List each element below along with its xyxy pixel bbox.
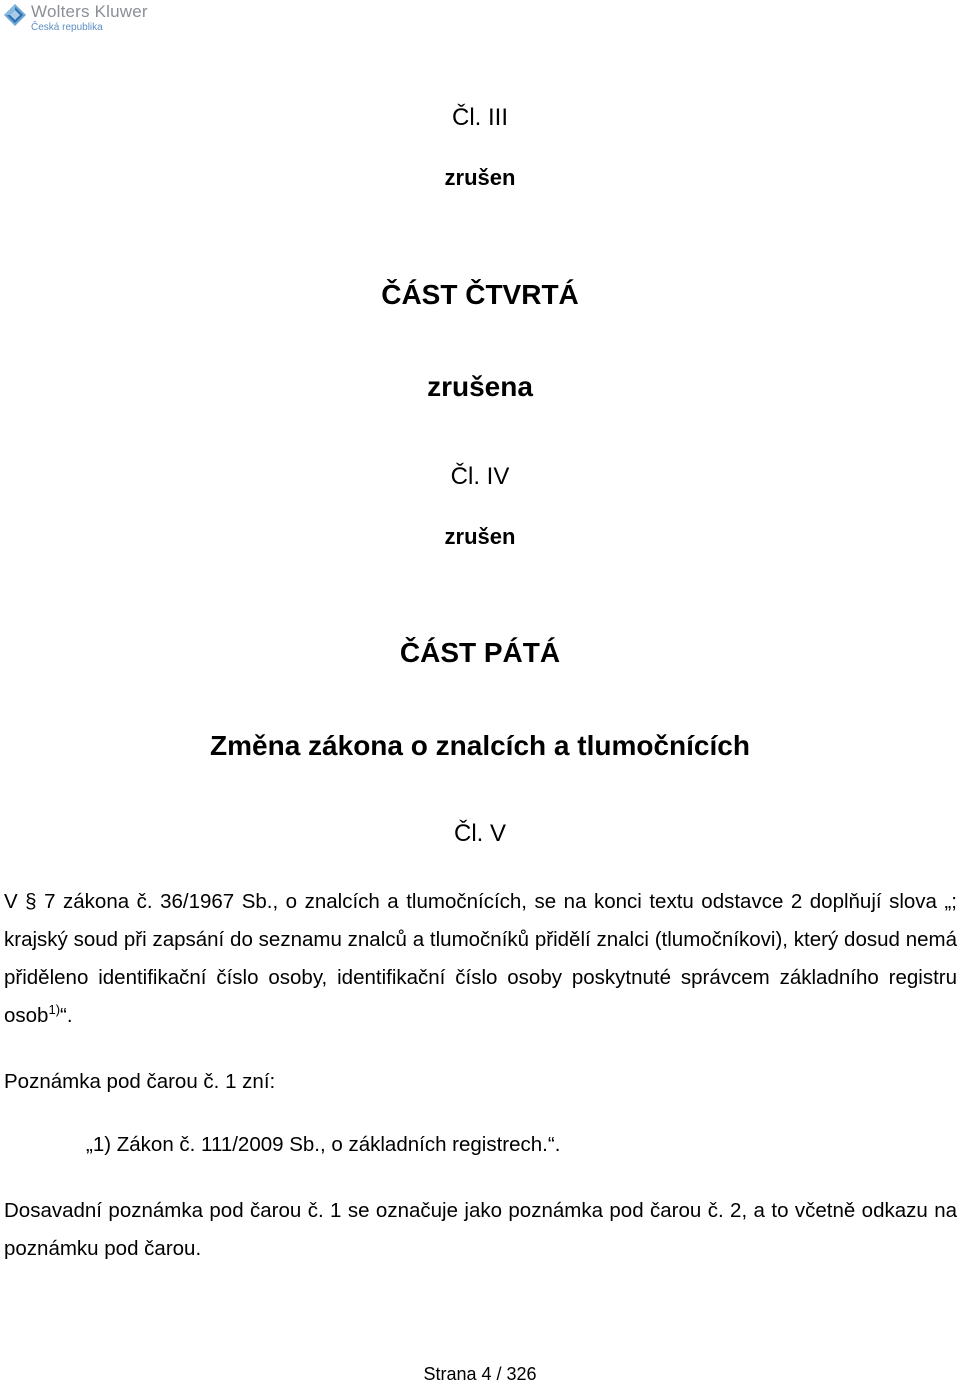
wolters-kluwer-logo-icon: [4, 4, 26, 26]
footnote-reference: 1): [48, 1002, 61, 1017]
article-5-heading: Čl. V: [453, 820, 506, 847]
part-5-heading: ČÁST PÁTÁ: [399, 637, 561, 668]
footnote-intro: Poznámka pod čarou č. 1 zní:: [4, 1070, 276, 1093]
publisher-logo: [4, 3, 148, 33]
closing-paragraph: Dosavadní poznámka pod čarou č. 1 se označuje jako poznámka pod čarou č. 2, a to včetně odkazu na poznámku pod čarou.: [4, 1199, 957, 1260]
article-3-status: zrušen: [444, 165, 516, 190]
part-5-title: Změna zákona o znalcích a tlumočnících: [210, 730, 750, 761]
amendment-closing-quote: “.: [60, 1004, 73, 1027]
brand-country: Česká republika: [31, 22, 103, 33]
page-number: Strana 4 / 326: [423, 1364, 537, 1384]
article-3-heading: Čl. III: [451, 104, 508, 131]
amendment-paragraph: [4, 883, 957, 1035]
brand-name: Wolters Kluwer: [31, 2, 148, 21]
article-4-status: zrušen: [444, 524, 516, 549]
amendment-text: V § 7 zákona č. 36/1967 Sb., o znalcích a tlumočnících, se na konci textu odstavce 2 doplňují slova „; krajský soud při zapsání do seznamu znalců a tlumočníků přidělí znalci (tlumočníkovi), který dosud nemá přiděleno identifikační číslo osoby, identifikační číslo osoby poskytnuté správcem základního registru osob: [4, 890, 957, 1027]
article-4-heading: Čl. IV: [450, 463, 510, 490]
part-4-status: zrušena: [427, 371, 533, 402]
footnote-text: „1) Zákon č. 111/2009 Sb., o základních registrech.“.: [86, 1133, 561, 1156]
part-4-heading: ČÁST ČTVRTÁ: [381, 279, 579, 310]
